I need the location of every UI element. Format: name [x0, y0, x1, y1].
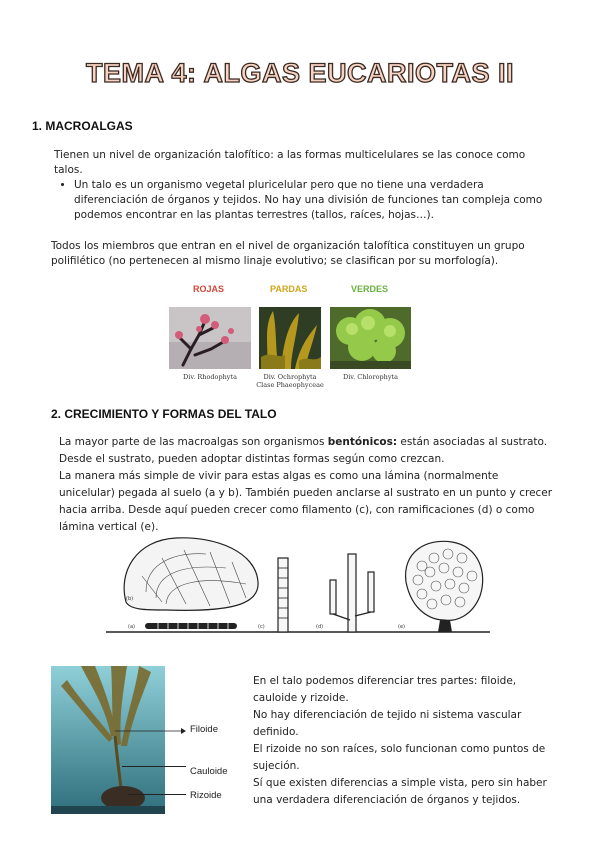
- side-text-line: En el talo podemos diferenciar tres partes: filoide, cauloide y rizoide.: [253, 675, 517, 704]
- diagram-label-e: (e): [398, 624, 405, 630]
- bullet-list: [60, 178, 550, 223]
- label-rizoide: Rizoide: [190, 790, 222, 801]
- caption-ochrophyta-line1: Div. Ochrophyta: [263, 373, 317, 381]
- rizoide-pointer: [128, 794, 186, 795]
- thallus-parts-text: [253, 673, 558, 809]
- benthic-paragraph: [59, 434, 553, 468]
- filoide-pointer: [115, 727, 187, 735]
- diagram-label-d: (d): [316, 624, 324, 630]
- caption-chlorophyta: Div. Chlorophyta: [342, 373, 398, 381]
- benthic-text-before: La mayor parte de las macroalgas son organismos: [59, 436, 328, 448]
- label-rojas: ROJAS: [193, 284, 225, 294]
- kelp-photo: [51, 666, 165, 814]
- diagram-label-a: (a): [128, 624, 135, 630]
- red-algae-photo: [169, 307, 251, 369]
- benthic-text-after: están asociadas al sustrato. Desde el sustrato, pueden adoptar distintas formas según como crezcan.: [59, 436, 548, 465]
- section-heading-crecimiento: 2. CRECIMIENTO Y FORMAS DEL TALO: [51, 407, 277, 421]
- diagram-label-c: (c): [258, 624, 265, 630]
- caption-ochrophyta-line2: Clase Phaeophyceae: [256, 381, 324, 389]
- thallus-forms-diagram: [106, 532, 490, 640]
- bullet-item: • Un talo es un organismo vegetal pluricelular pero que no tiene una verdadera diferenciación de órganos y tejidos. No hay una división de funciones tan compleja como podemos encontrar en las plantas terrestres (tallos, raíces, hojas…).: [74, 178, 550, 223]
- label-verdes: VERDES: [351, 284, 389, 294]
- section-heading-macroalgas: 1. MACROALGAS: [32, 119, 133, 133]
- label-filoide: Filoide: [190, 724, 218, 735]
- intro-paragraph: Tienen un nivel de organización talofítico: a las formas multicelulares se las conoce como talos.: [54, 149, 526, 176]
- caption-ochrophyta: [251, 373, 329, 389]
- page-title: TEMA 4: ALGAS EUCARIOTAS II: [85, 58, 514, 88]
- polyphyletic-paragraph: Todos los miembros que entran en el nivel de organización talofítica constituyen un grupo polifilético (no pertenecen al mismo linaje evolutivo; se clasifican por su morfología).: [51, 240, 525, 267]
- cauloide-pointer: [122, 766, 186, 767]
- caption-rhodophyta: Div. Rhodophyta: [183, 373, 237, 381]
- growth-forms-paragraph: La manera más simple de vivir para estas algas es como una lámina (normalmente unicelular) pegada al suelo (a y b). También pueden anclarse al sustrato en un punto y crecer hacia arriba. Desde aquí pueden crecer como filamento (c), con ramificaciones (d) o como lámina vertical (e).: [59, 470, 553, 533]
- green-algae-photo: [330, 307, 411, 369]
- label-cauloide: Cauloide: [190, 766, 228, 777]
- side-text-line: Sí que existen diferencias a simple vista, pero sin haber una verdadera diferenciación de órganos y tejidos.: [253, 777, 547, 806]
- label-pardas: PARDAS: [270, 284, 308, 294]
- side-text-line: El rizoide no son raíces, solo funcionan como puntos de sujeción.: [253, 743, 546, 772]
- brown-algae-photo: [259, 307, 321, 369]
- benthic-bold-term: bentónicos:: [327, 436, 398, 448]
- side-text-line: No hay diferenciación de tejido ni sistema vascular definido.: [253, 709, 522, 738]
- diagram-label-b: (b): [126, 596, 134, 602]
